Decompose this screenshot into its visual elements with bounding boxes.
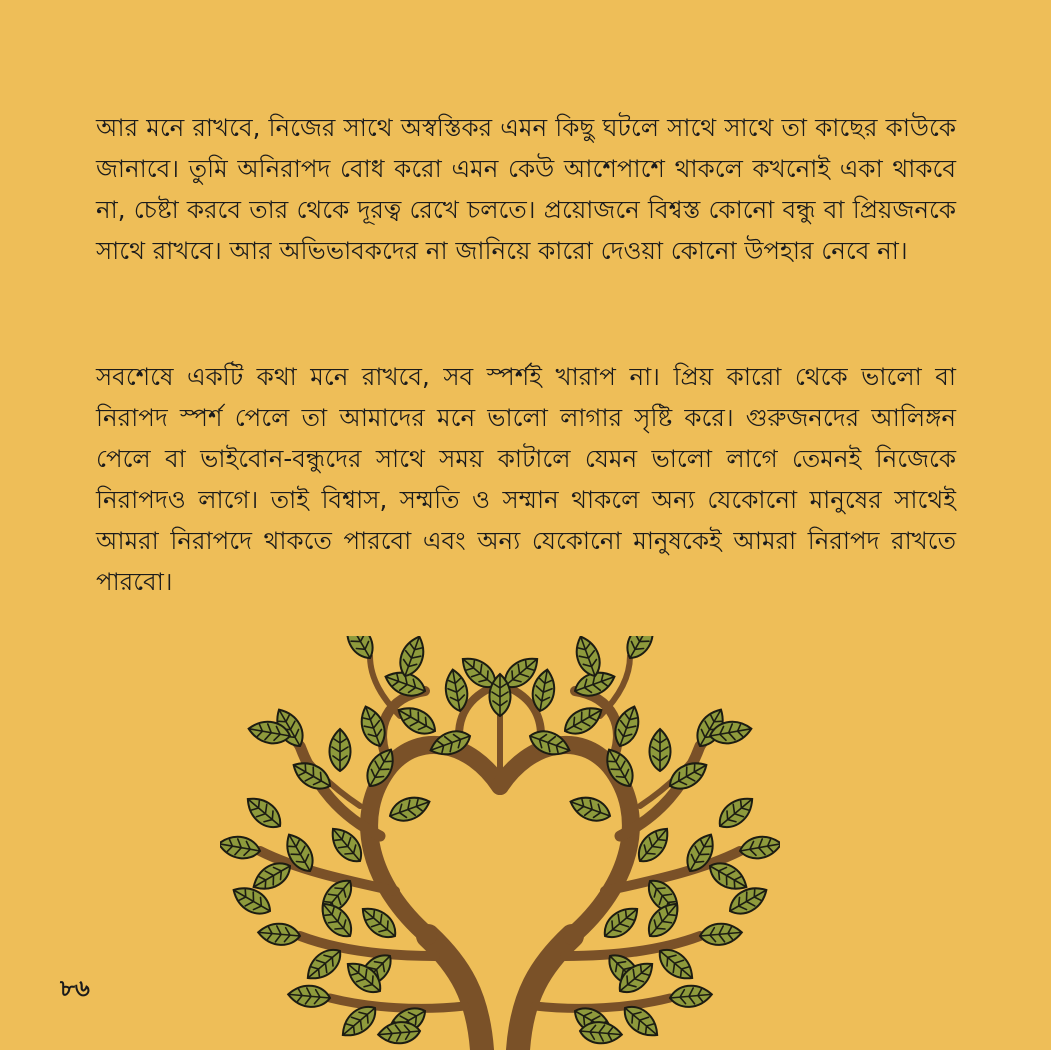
paragraph-1: আর মনে রাখবে, নিজের সাথে অস্বস্তিকর এমন কিছু ঘটলে সাথে সাথে তা কাছের কাউকে জানাবে। তুমি অনিরাপদ বোধ করো এমন কেউ আশেপাশে থাকলে কখনোই একা থাকবে না, চেষ্টা করবে তার থেকে দূরত্ব রেখে চলতে। প্রয়োজনে বিশ্বস্ত কোনো বন্ধু বা প্রিয়জনকে সাথে রাখবে। আর অভিভাবকদের না জানিয়ে কারো দেওয়া কোনো উপহার নেবে না।	[96, 113, 956, 265]
tree-leaves	[220, 636, 780, 1045]
paragraph-2: সবশেষে একটি কথা মনে রাখবে, সব স্পর্শই খারাপ না। প্রিয় কারো থেকে ভালো বা নিরাপদ স্পর্শ পেলে তা আমাদের মনে ভালো লাগার সৃষ্টি করে। গুরুজনদের আলিঙ্গন পেলে বা ভাইবোন-বন্ধুদের সাথে সময় কাটালে যেমন ভালো লাগে তেমনই নিজেকে নিরাপদও লাগে। তাই বিশ্বাস, সম্মতি ও সম্মান থাকলে অন্য যেকোনো মানুষের সাথেই আমরা নিরাপদে থাকতে পারবো এবং অন্য যেকোনো মানুষকেই আমরা নিরাপদ রাখতে পারবো।	[96, 362, 956, 596]
heart-shaped-tree-icon	[220, 636, 780, 1050]
page-number: ৮৬	[60, 976, 90, 1002]
